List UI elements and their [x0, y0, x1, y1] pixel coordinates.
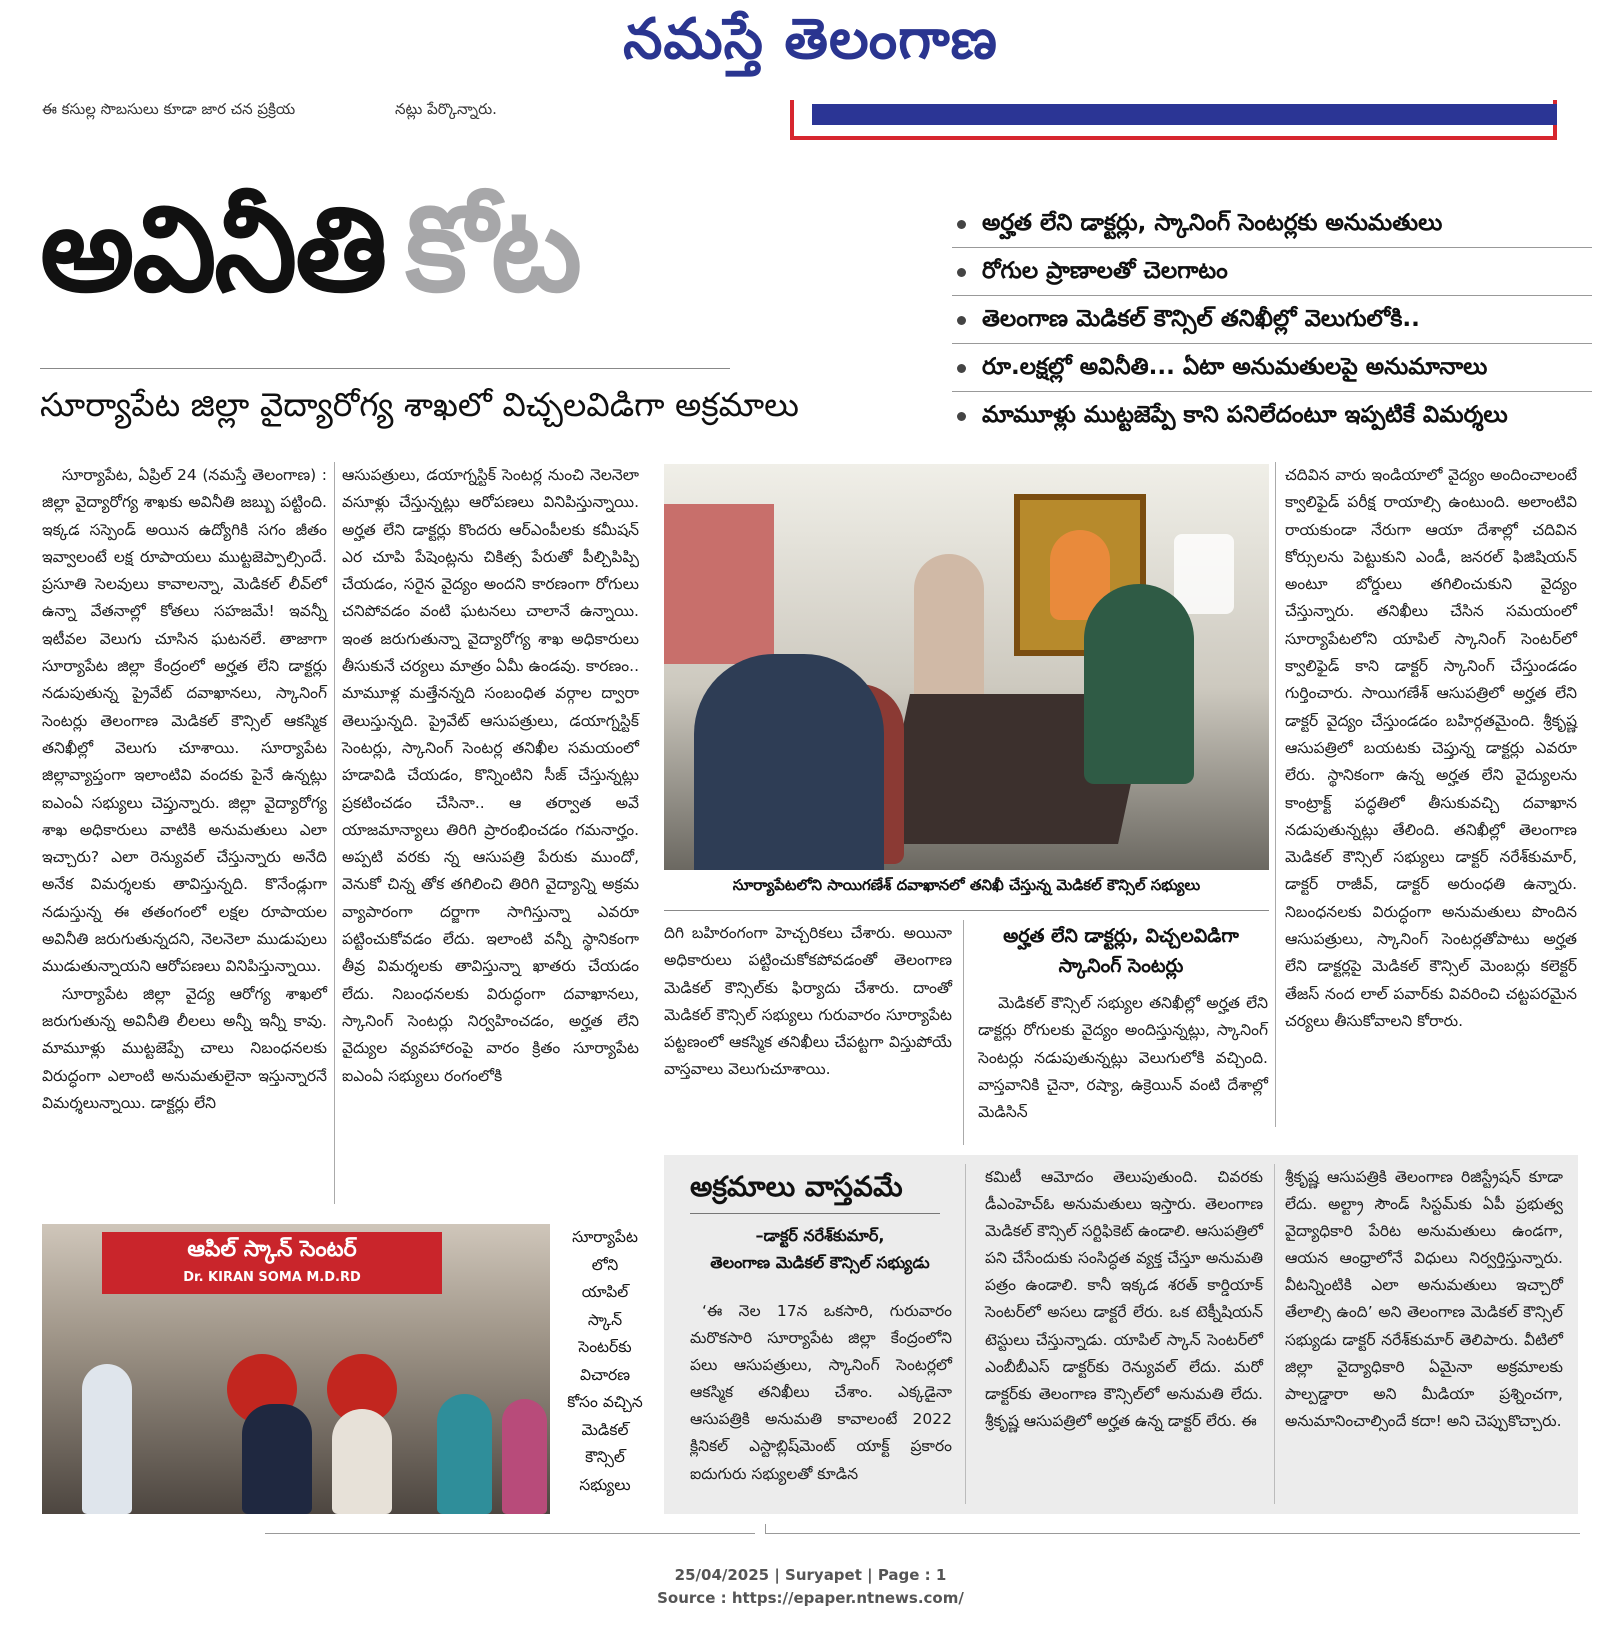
- caption-line: యాపిల్: [581, 1283, 629, 1301]
- quote-panel-column-2: [985, 1164, 1263, 1435]
- headline: [40, 180, 580, 347]
- headline-word-grey: కోట: [405, 180, 580, 318]
- article-paragraph: చదివిన వారు ఇండియాలో వైద్యం అందించాలంటే క్వాలిఫైడ్ పరీక్ష రాయాల్సి ఉంటుంది. అలాంటివి రాయకుండా నేరుగా ఆయా దేశాల్లో చదివిన కోర్సులను పెట్టుకుని ఎండీ, జనరల్ ఫిజిషియన్ అంటూ బోర్డులు తగిలించుకుని వైద్యం చేస్తున్నారు. తనిఖీలు చేసిన సమయంలో సూర్యాపేటలోని యాపిల్ స్కానింగ్ సెంటర్‌లో క్వాలిఫైడ్ కాని డాక్టర్ స్కానింగ్ చేస్తుండడం గుర్తించారు. సాయిగణేశ్ ఆసుపత్రిలో అర్హత లేని డాక్టర్ వైద్యం చేస్తుండడం బహిర్గతమైంది. శ్రీకృష్ణ ఆసుపత్రిలో బయటకు చెప్తున్న డాక్టర్లు ఎవరూ లేరు. స్థానికంగా ఉన్న అర్హత లేని వైద్యులను కాంట్రాక్ట్ పద్ధతిలో తీసుకువచ్చి దవాఖాన నడుపుతున్నట్లు తేలింది. తనిఖీల్లో తెలంగాణ మెడికల్ కౌన్సిల్ సభ్యులు డాక్టర్ నరేశ్‌కుమార్, డాక్టర్ రాజీవ్, డాక్టర్ అరుంధతి ఉన్నారు. నిబంధనలకు విరుద్ధంగా అనుమతులు పొందిన ఆసుపత్రులు, స్కానింగ్ సెంటర్లతోపాటు అర్హత లేని డాక్టర్లపై మెడికల్ కౌన్సిల్ మెంబర్లు కలెక్టర్ తేజస్ నంద లాల్ పవార్‌కు వివరించి చట్టపరమైన చర్యలు తీసుకోవాలని కోరారు.: [1285, 466, 1577, 1030]
- article-paragraph: సూర్యాపేట జిల్లా వైద్య ఆరోగ్య శాఖలో జరుగుతున్న అవినీతి లీలలు అన్నీ ఇన్నీ కావు. మామూళ్లు ముట్టజెప్పే చాలు నిబంధనలకు విరుద్ధంగా ఎలాంటి అనుమతులైనా ఇస్తున్నారనే విమర్శలున్నాయి. డాక్టర్లు లేని: [42, 984, 327, 1112]
- caption-line: కౌన్సిల్: [585, 1448, 625, 1466]
- footer-edition-info: 25/04/2025 | Suryapet | Page : 1: [674, 1566, 947, 1584]
- photo-figure: [437, 1394, 492, 1514]
- caption-line: లోని: [591, 1255, 619, 1274]
- caption-line: మెడికల్: [581, 1420, 629, 1439]
- caption-line: సెంటర్‌కు: [578, 1338, 632, 1356]
- column-divider: [1274, 1164, 1275, 1504]
- highlight-item: మామూళ్లు ముట్టజెప్పే కాని పనిలేదంటూ ఇప్పటికే విమర్శలు: [952, 392, 1592, 439]
- photo-figure: [82, 1364, 132, 1514]
- subheadline: సూర్యాపేట జిల్లా వైద్యారోగ్య శాఖలో విచ్చలవిడిగా అక్రమాలు: [40, 385, 799, 424]
- quote-panel-title: అక్రమాలు వాస్తవమే: [690, 1170, 903, 1203]
- quote-panel-column-3: [1285, 1164, 1563, 1435]
- headline-word-dark: అవినీతి: [40, 180, 386, 318]
- footer-rule: [765, 1524, 766, 1534]
- caption-line: సభ్యులు: [579, 1475, 631, 1494]
- highlight-item: రూ.లక్షల్లో అవినీతి... ఏటా అనుమతులపై అనుమానాలు: [952, 344, 1592, 392]
- article-paragraph: సూర్యాపేట, ఏప్రిల్ 24 (నమస్తే తెలంగాణ) : జిల్లా వైద్యారోగ్య శాఖకు అవినీతి జబ్బు పట్టింది. ఇక్కడ సస్పెండ్ అయిన ఉద్యోగికి సగం జీతం ఇవ్వాలంటే లక్ష రూపాయలు ముట్టజెప్పాల్సిందే. ప్రసూతి సెలవులు కావాలన్నా, మెడికల్ లీవ్‌లో ఉన్నా వేతనాల్లో కోతలు సహజమే! ఇవన్నీ ఇటీవల వెలుగు చూసిన ఘటనలే. తాజాగా సూర్యాపేట జిల్లా కేంద్రంలో అర్హత లేని డాక్టర్లు నడుపుతున్న ప్రైవేట్ దవాఖానలు, స్కానింగ్ సెంటర్లు తెలంగాణ మెడికల్ కౌన్సిల్ ఆకస్మిక తనిఖీల్లో వెలుగు చూశాయి. సూర్యాపేట జిల్లావ్యాప్తంగా ఇలాంటివి వందకు పైనే ఉన్నట్లు ఐఎంఏ సభ్యులు చెప్తున్నారు. జిల్లా వైద్యారోగ్య శాఖ అధికారులు వాటికి అనుమతులు ఎలా ఇచ్చారు? ఎలా రెన్యువల్ చేస్తున్నారు అనేది అనేక విమర్శలకు తావిస్తున్నది. కొనేండ్లుగా నడుస్తున్న ఈ తతంగంలో లక్షల రూపాయల అవినీతి జరుగుతున్నదని, నెలనెలా ముడుపులు ముడుతున్నాయని ఆరోపణలు వినిపిస్తున్నాయి.: [42, 466, 327, 976]
- section-subheading: అర్హత లేని డాక్టర్లు, విచ్చలవిడిగా స్కానింగ్ సెంటర్లు: [1003, 925, 1239, 977]
- scan-center-photo: [42, 1224, 550, 1514]
- byline-role: తెలంగాణ మెడికల్ కౌన్సిల్ సభ్యుడు: [710, 1253, 930, 1272]
- article-paragraph: మెడికల్ కౌన్సిల్ సభ్యుల తనిఖీల్లో అర్హత లేని డాక్టర్లు రోగులకు వైద్యం అందిస్తున్నట్లు, స్కానింగ్ సెంటర్లు నడుపుతున్నట్లు వెలుగులోకి వచ్చింది. వాస్తవానికి చైనా, రష్యా, ఉక్రెయిన్ వంటి దేశాల్లో మెడిసిన్: [978, 994, 1268, 1122]
- byline-name: –డాక్టర్ నరేశ్‌కుమార్,: [755, 1226, 885, 1245]
- scan-center-photo-caption: [560, 1224, 650, 1499]
- quote-paragraph: ‘ఈ నెల 17న ఒకసారి, గురువారం మరొకసారి సూర్యాపేట జిల్లా కేంద్రంలోని పలు ఆసుపత్రులు, స్కానింగ్ సెంటర్లలో ఆకస్మిక తనిఖీలు చేశాం. ఎక్కడైనా ఆసుపత్రికి అనుమతి కావాలంటే 2022 క్లినికల్ ఎస్టాబ్లిష్‌మెంట్ యాక్ట్ ప్రకారం ఐదుగురు సభ్యులతో కూడిన: [690, 1302, 952, 1483]
- article-column-3: [664, 920, 952, 1084]
- photo-figure: [664, 504, 774, 664]
- inspection-photo-caption: సూర్యాపేటలోని సాయిగణేశ్ దవాఖానలో తనిఖీ చేస్తున్న మెడికల్ కౌన్సిల్ సభ్యులు: [732, 876, 1201, 894]
- article-column-1: [42, 462, 327, 1117]
- photo-figure: [242, 1404, 312, 1514]
- shop-sign-title: ఆపిల్ స్కాన్ సెంటర్: [187, 1237, 357, 1262]
- headline-rule: [40, 368, 730, 369]
- shop-sign-name: Dr. KIRAN SOMA M.D.RD: [183, 1270, 361, 1285]
- photo-figure: [502, 1399, 547, 1514]
- top-snippet-right: నట్లు పేర్కొన్నారు.: [395, 100, 497, 118]
- top-snippet-left: ఈ కసుల్ల సొబసులు కూడా జార చన ప్రక్రియ: [42, 100, 296, 118]
- article-column-4: [978, 990, 1268, 1126]
- caption-rule: [664, 910, 1269, 911]
- caption-line: కోసం వచ్చిన: [567, 1393, 643, 1411]
- column-divider: [1275, 462, 1276, 1127]
- article-column-5: [1285, 462, 1577, 1035]
- column-divider: [965, 1164, 966, 1504]
- footer-source-link[interactable]: Source : https://epaper.ntnews.com/: [657, 1589, 964, 1607]
- photo-lamp: [1174, 534, 1234, 614]
- caption-line: విచారణ: [579, 1365, 631, 1384]
- quote-paragraph: కమిటీ ఆమోదం తెలుపుతుంది. చివరకు డీఎంహెచ్‌ఓ అనుమతులు ఇస్తారు. తెలంగాణ మెడికల్ కౌన్సిల్ సర్టిఫికెట్ ఉండాలి. ఆసుపత్రిలో పని చేసేందుకు సంసిద్ధత వ్యక్త చేస్తూ అనుమతి పత్రం ఉండాలి. కానీ ఇక్కడ శరత్ కార్డియాక్ సెంటర్‌లో అసలు డాక్టరే లేరు. ఒక టెక్నీషియన్ టెస్టులు చేస్తున్నాడు. యాపిల్ స్కాన్ సెంటర్‌లో ఎంబీబీఎస్ డాక్టర్‌కు రెన్యువల్ లేదు. మరో డాక్టర్‌కు తెలంగాణ కౌన్సిల్‌లో అనుమతి లేదు. శ్రీకృష్ణ ఆసుపత్రిలో అర్హత ఉన్న డాక్టర్ లేరు. ఈ: [985, 1168, 1263, 1430]
- masthead-logo: నమస్తే తెలంగాణ: [623, 6, 998, 72]
- photo-figure: [1084, 584, 1194, 784]
- quote-panel-column-1: [690, 1298, 952, 1488]
- shop-sign: [102, 1232, 442, 1294]
- quote-paragraph: శ్రీకృష్ణ ఆసుపత్రికి తెలంగాణ రిజిస్ట్రేషన్ కూడా లేదు. అల్ట్రా సౌండ్ సిస్టమ్‌కు ఏపీ ప్రభుత్వ వైద్యాధికారి పేరిట అనుమతులు ఉండగా, ఆయన ఆంధ్రాలోనే విధులు నిర్వర్తిస్తున్నారు. వీటన్నింటికి ఎలా అనుమతులు ఇచ్చారో తేలాల్సి ఉంది’ అని తెలంగాణ మెడికల్ కౌన్సిల్ సభ్యుడు డాక్టర్ నరేశ్‌కుమార్ తెలిపారు. వీటిలో జిల్లా వైద్యాధికారి ఏమైనా అక్రమాలకు పాల్పడ్డారా అని మీడియా ప్రశ్నించగా, అనుమానించాల్సిందే కదా! అని చెప్పుకొచ్చారు.: [1285, 1168, 1563, 1430]
- caption-line: స్కాన్: [587, 1310, 623, 1329]
- article-paragraph: ఆసుపత్రులు, డయాగ్నస్టిక్ సెంటర్ల నుంచి నెలనెలా వసూళ్లు చేస్తున్నట్లు ఆరోపణలు వినిపిస్తున్నాయి. అర్హత లేని డాక్టర్లు కొందరు ఆర్‌ఎంపీలకు కమీషన్ ఎర చూపి పేషెంట్లను చికిత్స పేరుతో పీల్చిపిప్పి చేయడం, సరైన వైద్యం అందని కారణంగా రోగులు చనిపోవడం వంటి ఘటనలు చాలానే ఉన్నాయి. ఇంత జరుగుతున్నా వైద్యారోగ్య శాఖ అధికారులు తీసుకునే చర్యలు మాత్రం ఏమీ ఉండవు. కారణం.. మామూళ్ల మత్తేనన్నది సంబంధిత వర్గాల ద్వారా తెలుస్తున్నది. ప్రైవేట్ ఆసుపత్రులు, డయాగ్నస్టిక్ సెంటర్లు, స్కానింగ్ సెంటర్ల తనిఖీల సమయంలో హడావిడి చేయడం, కొన్నింటిని సీజ్ చేస్తున్నట్లు ప్రకటించడం చేసినా.. ఆ తర్వాత అవే యాజమాన్యాలు తిరిగి ప్రారంభించడం గమనార్హం. అప్పటి వరకు న్న ఆసుపత్రి పేరుకు ముందో, వెనుకో చిన్న తోక తగిలించి తిరిగి వైద్యాన్ని అక్రమ వ్యాపారంగా దర్జాగా సాగిస్తున్నా ఎవరూ పట్టించుకోవడం లేదు. ఇలాంటి వన్నీ స్థానికంగా తీవ్ర విమర్శలకు తావిస్తున్నా ఖాతరు చేయడం లేదు. నిబంధనలకు విరుద్ధంగా దవాఖానలు, స్కానింగ్ సెంటర్లు నిర్వహించడం, అర్హత లేని వైద్యుల వ్యవహారంపై వారం క్రితం సూర్యాపేట ఐఎంఏ సభ్యులు రంగంలోకి: [342, 466, 639, 1085]
- photo-figure: [694, 654, 884, 870]
- advertisement-bar: [812, 104, 1557, 125]
- highlight-item: రోగుల ప్రాణాలతో చెలగాటం: [952, 248, 1592, 296]
- inspection-photo: [664, 464, 1269, 870]
- photo-figure: [332, 1409, 392, 1514]
- footer-rule: [765, 1533, 1580, 1534]
- footer-rule: [265, 1533, 755, 1534]
- column-divider: [963, 920, 964, 1145]
- column-divider: [334, 462, 335, 1204]
- quote-panel-byline: [690, 1222, 950, 1276]
- article-paragraph: దిగి బహిరంగంగా హెచ్చరికలు చేశారు. అయినా అధికారులు పట్టించుకోకపోవడంతో తెలంగాణ మెడికల్ కౌన్సిల్‌కు ఫిర్యాదు చేశారు. దాంతో మెడికల్ కౌన్సిల్ సభ్యులు గురువారం సూర్యాపేట పట్టణంలో ఆకస్మిక తనిఖీలు చేపట్టగా విస్తుపోయే వాస్తవాలు వెలుగుచూశాయి.: [664, 924, 952, 1079]
- highlight-item: తెలంగాణ మెడికల్ కౌన్సిల్ తనిఖీల్లో వెలుగులోకి..: [952, 296, 1592, 344]
- caption-line: సూర్యాపేట: [572, 1228, 638, 1246]
- article-column-2: [342, 462, 639, 1090]
- photo-figure: [914, 554, 984, 714]
- highlight-item: అర్హత లేని డాక్టర్లు, స్కానింగ్ సెంటర్లకు అనుమతులు: [952, 200, 1592, 248]
- highlights-list: [952, 200, 1592, 439]
- quote-panel-rule: [690, 1213, 940, 1214]
